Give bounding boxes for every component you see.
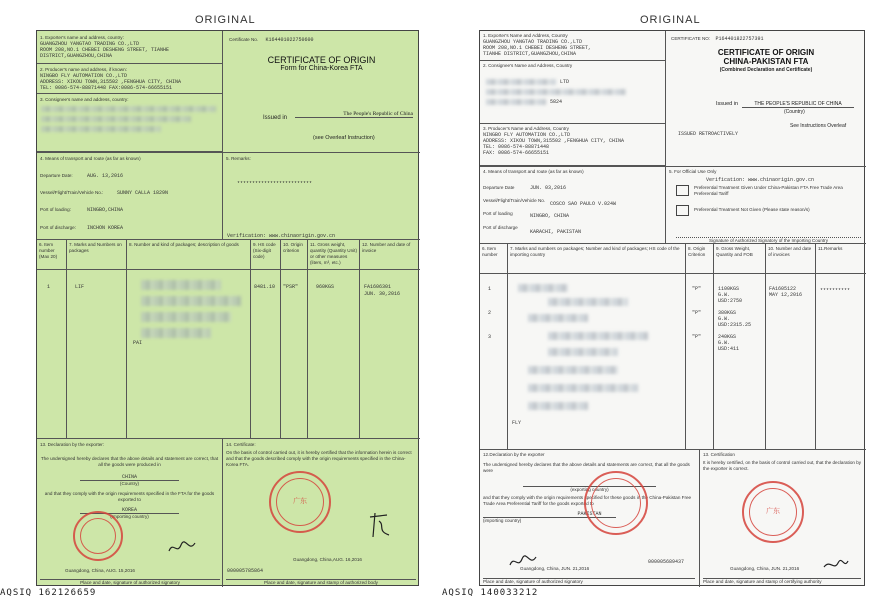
pakistan-fta-certificate <box>479 30 865 586</box>
certification-label: 13. Certification <box>703 452 735 457</box>
producer-line: NINGBO FLY AUTOMATION CO.,LTD <box>40 73 128 79</box>
col-gross-weight: 9. Gross Weight, Quantity and FOB <box>714 244 766 274</box>
signature-scribble <box>367 511 393 541</box>
certificate-subtitle: CHINA-PAKISTAN FTA <box>723 57 809 66</box>
redacted-goods <box>528 314 588 322</box>
col-item-body <box>37 270 67 438</box>
invoice-no: FA1605122 <box>769 286 797 292</box>
right-document <box>442 0 877 602</box>
col-invoice-body <box>766 274 816 449</box>
departure-value: JUN. 03,2016 <box>530 185 567 191</box>
redacted-goods <box>548 332 648 340</box>
cert-sign-label: Place and date, signature and stamp of authorized body <box>226 579 416 586</box>
signature-scribble <box>167 539 197 557</box>
col-item-number: 6. Item number <box>480 244 508 274</box>
col-marks-body <box>67 270 127 438</box>
fob-value: USD:2315.25 <box>718 322 752 328</box>
issued-in-value: The People's Republic of China <box>295 111 413 118</box>
invoice-date: MAY 12,2016 <box>769 292 803 298</box>
col-origin-body <box>686 274 714 449</box>
producer-label: 2. Producer's name and address, if known: <box>40 67 127 72</box>
exporter-line: GUANGZHOU YANGTAO TRADING CO.,LTD <box>40 41 140 47</box>
col-origin-criterion: 8. Origin Criterion <box>686 244 714 274</box>
stamp-text: 广东 <box>293 498 307 505</box>
producer-line: ADDRESS: XIKOU TOWN,315502 ,FENGHUA CITY, CHINA <box>483 138 625 144</box>
col-description-body <box>127 270 251 438</box>
gross-weight: 380KGS <box>718 310 737 316</box>
redacted-goods <box>141 280 221 290</box>
issued-in-value: THE PEOPLE'S REPUBLIC OF CHINA <box>742 101 854 108</box>
signature-scribble <box>822 557 850 573</box>
importing-signatory-label: Signature of Authorized Signatory of the Importing Country <box>676 237 861 244</box>
transport-box <box>37 152 223 240</box>
col-marks: 7. Marks and Numbers on packages <box>67 240 127 270</box>
exporter-sign-label: Place and date, signature of authorized signatory <box>483 578 695 585</box>
fob-value: USD:2750 <box>718 298 743 304</box>
korea-fta-certificate <box>36 30 419 586</box>
exporting-caption: (exporting country) <box>523 486 656 493</box>
gross-weight-unit: G.W. <box>718 340 731 346</box>
left-document <box>0 0 435 602</box>
col-marks-body <box>508 274 686 449</box>
col-remarks: 11.Remarks <box>816 244 866 274</box>
certificate-subtitle: Form for China-Korea FTA <box>280 65 363 72</box>
producer-line: ADDRESS: XIKOU TOWN,315502 ,FENGHUA CITY, CHINA <box>40 79 182 85</box>
authority-stamp <box>742 481 804 543</box>
col-origin-criterion: 10. Origin criterion <box>281 240 308 270</box>
certificate-title: CERTIFICATE OF ORIGIN <box>717 48 815 57</box>
consignee-tail: LTD <box>560 79 570 85</box>
producer-line: NINGBO FLY AUTOMATION CO.,LTD <box>483 132 571 138</box>
col-invoice: 10. Number and date of invoices <box>766 244 816 274</box>
declaration-label: 13. Declaration by the exporter: <box>40 442 105 447</box>
exporter-signature <box>167 539 197 558</box>
transport-box <box>480 166 666 244</box>
certification-text: It is hereby certified, on the basis of control carried out, that the declaration by the exporter is correct. <box>703 460 862 471</box>
col-hs-body <box>251 270 281 438</box>
marks-value: LIF <box>75 284 85 290</box>
remarks-value: ************************* <box>237 181 313 187</box>
certification-label: 14. Certificate: <box>226 442 256 447</box>
producer-line: FAX: 0086-574-66655151 <box>483 150 550 156</box>
country-caption: (Country) <box>80 480 179 487</box>
redacted-consignee <box>41 126 161 132</box>
stamp-text: 广东 <box>766 508 780 515</box>
redacted-consignee <box>486 89 626 95</box>
redacted-goods <box>528 384 638 392</box>
hs-code: 8481.10 <box>254 284 276 290</box>
gross-weight-unit: G.W. <box>718 316 731 322</box>
pref-given-checkbox[interactable] <box>676 185 689 196</box>
serial-number: 000005785864 <box>227 568 264 574</box>
cert-place-date: Guangdong, China,AUG. 16,2016 <box>293 557 362 562</box>
exporter-signature <box>508 553 538 572</box>
certificate-subtitle-2: (Combined Declaration and Certificate) <box>719 67 813 73</box>
goods-tail: PAI <box>133 340 143 346</box>
consignee-label: 3. Consignee's name and address, country: <box>40 97 129 102</box>
discharge-label: Port of discharge <box>483 225 518 230</box>
col-weight-body <box>308 270 360 438</box>
authority-signature <box>367 511 393 542</box>
certificate-no: P164401822757391 <box>715 36 764 42</box>
exporter-place-date: Guangdong, China, JUN. 21,2016 <box>520 566 590 571</box>
serial-number: 000005689437 <box>648 559 685 565</box>
loading-label: Port of loading: <box>40 207 71 212</box>
exporter-line: ROOM 208,NO.1 CHEBEI DESHENG STREET, <box>483 45 592 51</box>
declaration-box <box>37 438 223 587</box>
item-number: 2 <box>488 310 492 316</box>
official-use-label: 5. For Official Use Only <box>669 169 717 174</box>
exporter-line: TIANHE DISTRICT,GUANGZHOU,CHINA <box>483 51 577 57</box>
original-heading: ORIGINAL <box>640 14 701 26</box>
item-number: 1 <box>488 286 492 292</box>
cert-place-date: Guangdong, China, JUN. 21,2016 <box>730 566 800 571</box>
exporter-label: 1. Exporter's name and address, country: <box>40 35 124 40</box>
certificate-no-label: Certificate No. <box>229 37 259 42</box>
exporter-place-date: Guangdong, China, AUG. 15,2016 <box>65 568 135 573</box>
see-overleaf: See Instructions Overleaf <box>790 123 847 129</box>
original-heading: ORIGINAL <box>195 14 256 26</box>
pref-given-label: Preferential Treatment Given Under China-Pakistan FTA Free Trade Area Preferential Tariff <box>694 185 843 196</box>
vessel-value: COSCO SAO PAULO V.024W <box>550 201 617 207</box>
importing-country: PAKISTAN <box>577 511 602 517</box>
exporter-label: 1. Exporter's Name and Address, Country <box>483 33 568 38</box>
col-remarks-body <box>816 274 866 449</box>
invoice-date: JUN. 30,2016 <box>364 291 401 297</box>
producing-country: CHINA <box>121 474 137 480</box>
see-overleaf: (see Overleaf Instruction) <box>313 135 375 141</box>
col-gross-weight: 11. Gross weight, quantity (Quantity Unit) or other measures (liters, m³, etc.) <box>308 240 360 270</box>
consignee-label: 2. Consignee's Name and Address, Country <box>483 63 573 68</box>
title-box <box>223 31 420 152</box>
producer-box <box>480 124 666 166</box>
signature-scribble <box>508 553 538 571</box>
departure-label: Departure Date <box>483 185 515 190</box>
discharge-value: KARACHI, PAKISTAN <box>530 229 582 235</box>
redacted-consignee <box>41 106 216 112</box>
official-use-box <box>666 166 866 244</box>
invoice-no: FA1606301 <box>364 284 392 290</box>
consignee-box <box>480 61 666 124</box>
transport-label: 4. Means of transport and route (as far as known) <box>40 156 141 161</box>
exporter-box <box>480 31 666 61</box>
producer-box <box>37 64 223 94</box>
origin-criterion: "PSR" <box>283 284 299 290</box>
col-hs-code: 9. HS code (Six-digit code) <box>251 240 281 270</box>
vessel-label: Vessel/Flight/Train/Vehicle No. <box>483 198 546 203</box>
loading-value: NINGBO, CHINA <box>530 213 570 219</box>
producer-line: TEL: 0086-574-88871448 FAX:0086-574-66655151 <box>40 85 173 91</box>
remarks-box <box>223 152 420 240</box>
declaration-text-2: and that they comply with the origin requirements specified in the FTA for the goods exported to <box>44 491 215 502</box>
authority-signature <box>822 557 850 574</box>
issued-retroactively: ISSUED RETROACTIVELY <box>678 131 739 137</box>
country-caption: (Country) <box>784 109 805 115</box>
discharge-label: Port of discharge: <box>40 225 77 230</box>
certificate-no: K164401022750600 <box>265 37 314 43</box>
loading-value: NINGBO,CHINA <box>87 207 124 213</box>
issued-in-label: Issued in <box>263 115 288 121</box>
certificate-title: CERTIFICATE OF ORIGIN <box>267 55 376 65</box>
authority-stamp <box>269 471 331 533</box>
declaration-text: The undersigned hereby declares that the above details and statements are correct, that all the goods were <box>483 462 690 473</box>
redacted-goods <box>141 296 241 306</box>
vessel-value: SUNNY CALLA 1829N <box>117 190 169 196</box>
importing-caption: (Importing country) <box>80 513 179 520</box>
item-number: 1 <box>47 284 51 290</box>
gross-weight: 960KGS <box>316 284 335 290</box>
consignee-box <box>37 94 223 152</box>
remarks-label: 5. Remarks: <box>226 156 251 161</box>
exporter-line: DISTRICT,GUANGZHOU,CHINA <box>40 53 113 59</box>
consignee-tail-2: 5824 <box>550 99 563 105</box>
cert-sign-label: Place and date, signature and stamp of certifying authority <box>703 578 861 585</box>
title-box <box>666 31 866 166</box>
redacted-goods <box>528 402 588 410</box>
item-number: 3 <box>488 334 492 340</box>
issued-in-label: Issued in <box>716 101 739 107</box>
pref-not-given-checkbox[interactable] <box>676 205 689 216</box>
certification-text: On the basis of control carried out, it is hereby certified that the information herein is correct and that the goods described comply with the origin requirements specified in the China-Korea FTA. <box>226 450 412 467</box>
goods-tail: FLY <box>512 420 522 426</box>
col-description: 8. Number and kind of packages; description of goods <box>127 240 251 270</box>
gross-weight: 240KGS <box>718 334 737 340</box>
producer-label: 3. Producer's Name and Address, Country <box>483 126 569 131</box>
declaration-text-2: and that they comply with the origin requirements specified for these goods in the China-Pakistan Free Trade Area Preferential Tariff for the goods exported to <box>483 495 692 506</box>
declaration-label: 12.Declaration by the exporter <box>483 452 545 457</box>
col-invoice-body <box>360 270 420 438</box>
gross-weight-unit: G.W. <box>718 292 731 298</box>
certificate-no-label: CERTIFICATE NO: <box>671 36 711 41</box>
vessel-label: Vessel/Flight/Train/Vehicle No.: <box>40 190 104 195</box>
exporter-sign-label: Place and date, signature of authorized signatory <box>40 579 220 586</box>
redacted-goods <box>548 298 628 306</box>
loading-label: Port of loading <box>483 211 513 216</box>
redacted-goods <box>528 366 618 374</box>
pref-not-given-label: Preferential Treatment Not Given (Please state reason/s) <box>694 207 810 212</box>
producer-line: TEL: 0086-574-88871448 <box>483 144 550 150</box>
exporter-stamp <box>73 511 123 561</box>
remarks-value: ********** <box>820 288 851 294</box>
redacted-consignee <box>486 79 556 85</box>
col-weight-body <box>714 274 766 449</box>
origin-criterion: "P" <box>692 334 702 340</box>
importing-caption: (importing country) <box>483 517 616 524</box>
verification-text: Verification: www.chinaorigin.gov.cn <box>706 177 815 183</box>
exporter-stamp <box>584 471 648 535</box>
aqsiq-number: AQSIQ 162126659 <box>0 588 97 598</box>
redacted-goods <box>141 328 211 338</box>
discharge-value: INCHON KOREA <box>87 225 124 231</box>
redacted-goods <box>548 348 618 356</box>
origin-criterion: "P" <box>692 286 702 292</box>
col-item-body <box>480 274 508 449</box>
fob-value: USD:411 <box>718 346 740 352</box>
departure-value: AUG. 13,2016 <box>87 173 124 179</box>
departure-label: Departure Date: <box>40 173 73 178</box>
transport-label: 4. Means of transport and route (as far as known) <box>483 169 584 174</box>
verification-text: Verification: www.chinaorigin.gov.cn <box>227 233 336 239</box>
col-invoice: 12. Number and date of invoice <box>360 240 420 270</box>
importing-country: KOREA <box>121 507 137 513</box>
exporter-box <box>37 31 223 64</box>
declaration-text: The undersigned hereby declares that the above details and statement are correct, that all the goods were produced in <box>40 456 219 467</box>
gross-weight: 1100KGS <box>718 286 740 292</box>
exporter-line: GUANGZHOU YANGTAO TRADING CO.,LTD <box>483 39 583 45</box>
redacted-consignee <box>41 116 191 122</box>
exporter-line: ROOM 208,NO.1 CHEBEI DESHENG STREET, TIANHE <box>40 47 170 53</box>
aqsiq-number: AQSIQ 140033212 <box>442 588 539 598</box>
col-origin-body <box>281 270 308 438</box>
origin-criterion: "P" <box>692 310 702 316</box>
col-marks: 7. Marks and numbers on packages; Number and kind of packages; HS code of the importing country <box>508 244 686 274</box>
redacted-consignee <box>486 99 546 105</box>
redacted-goods <box>141 312 231 322</box>
col-item-number: 6. Item number (Max 20) <box>37 240 67 270</box>
redacted-goods <box>518 284 568 292</box>
